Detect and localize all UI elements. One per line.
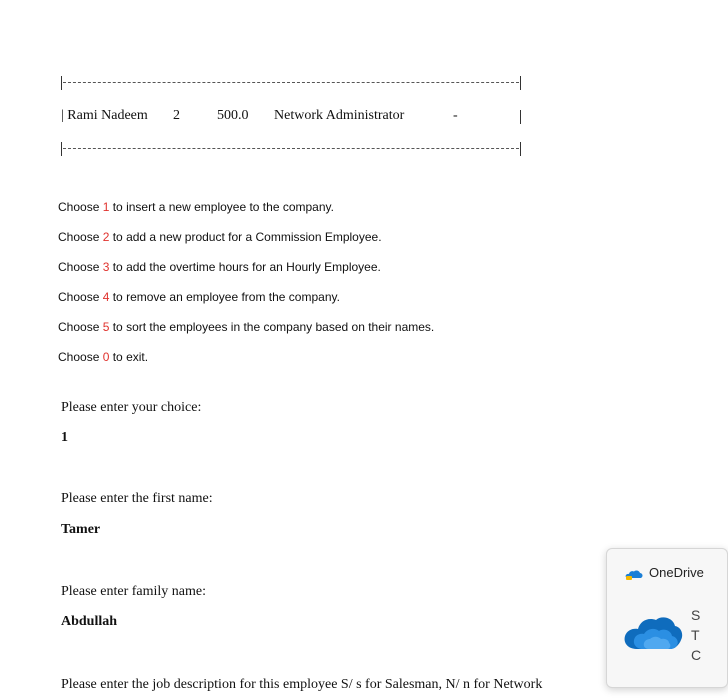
menu-item-2: Choose 2 to add a new product for a Commission Employee. [58, 230, 382, 244]
onedrive-cloud-icon [623, 615, 683, 653]
onedrive-title: OneDrive [649, 565, 704, 580]
first-name-prompt: Please enter the first name: [61, 491, 213, 506]
onedrive-message-line-3: C [691, 647, 702, 663]
onedrive-message [691, 605, 701, 665]
table-row [61, 108, 521, 126]
onedrive-message-line-1: S [691, 607, 701, 623]
first-name-value: Tamer [61, 522, 101, 537]
employee-job: Network Administrator [274, 108, 405, 123]
onedrive-small-icon [625, 568, 643, 582]
table-top-border [61, 76, 521, 90]
employee-name: | Rami Nadeem [61, 108, 148, 123]
onedrive-message-line-2: T [691, 627, 700, 643]
employee-extra: - [453, 108, 458, 123]
menu-item-1: Choose 1 to insert a new employee to the company. [58, 200, 334, 214]
table-bottom-border [61, 142, 521, 156]
row-right-border [520, 110, 521, 124]
onedrive-notification[interactable] [606, 548, 728, 688]
family-name-value: Abdullah [61, 614, 118, 629]
employee-type: 2 [173, 108, 180, 123]
job-description-prompt: Please enter the job description for this employee S/ s for Salesman, N/ n for Network [61, 677, 543, 692]
employee-salary: 500.0 [217, 108, 249, 123]
family-name-prompt: Please enter family name: [61, 584, 206, 599]
menu-item-3: Choose 3 to add the overtime hours for an Hourly Employee. [58, 260, 381, 274]
menu-item-4: Choose 4 to remove an employee from the company. [58, 290, 340, 304]
menu-item-0: Choose 0 to exit. [58, 350, 149, 364]
choice-value: 1 [61, 430, 68, 445]
choice-prompt: Please enter your choice: [61, 400, 202, 415]
menu-item-5: Choose 5 to sort the employees in the company based on their names. [58, 320, 435, 334]
